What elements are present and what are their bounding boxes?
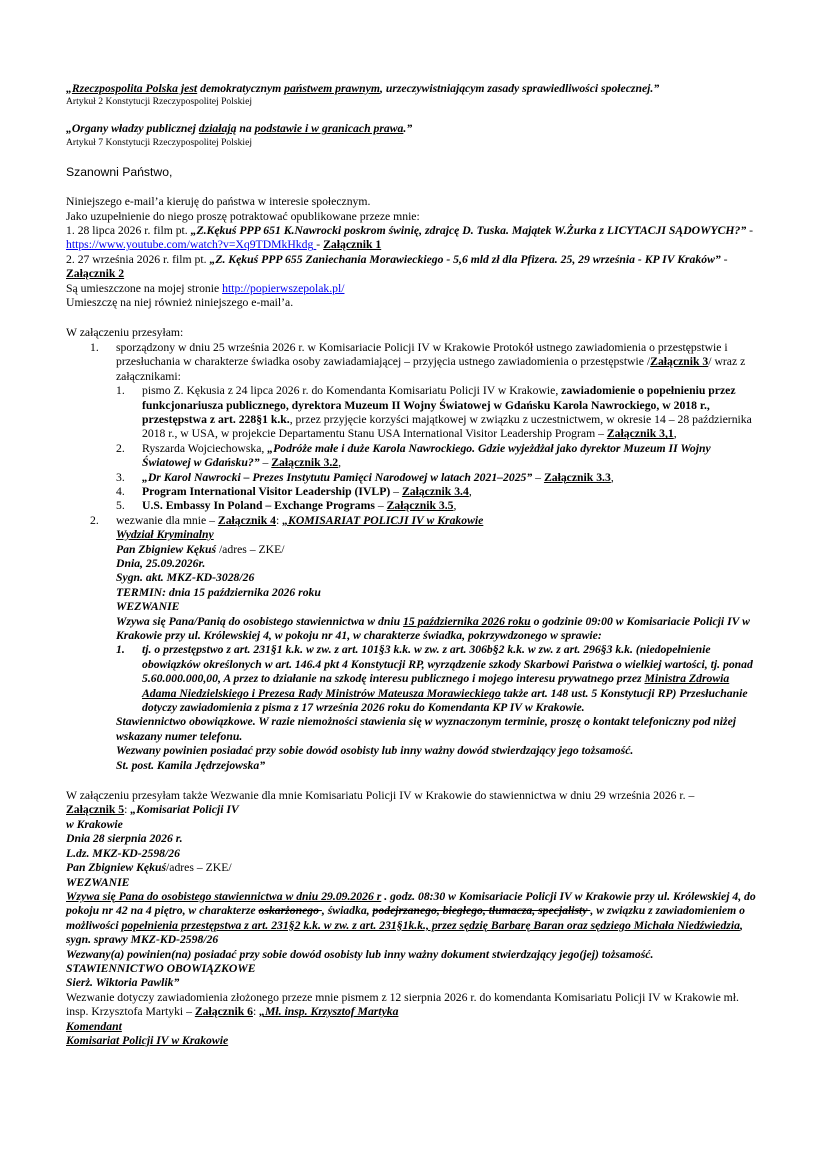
quote-text: , urzeczywistniającym zasady sprawiedliwości społecznej.” (379, 82, 660, 95)
website-link[interactable]: http://popierwszepolak.pl/ (222, 281, 345, 295)
intro-line: Jako uzupełnienie do niego proszę potraktować opublikowane przeze mnie: (66, 209, 420, 223)
list-item: 3. „Dr Karol Nawrocki – Prezes Instytutu Pamięci Narodowej w latach 2021–2025” – Załącznik 3.3, (116, 470, 614, 484)
intro-line: Niniejszego e-mail’a kieruję do państwa w interesie społecznym. (66, 195, 371, 209)
list-item: 1. sporządzony w dniu 25 września 2026 r. w Komisariacie Policji IV w Krakowie Protokół ustnego zawiadomienia o przestępstwie i przesłuchania w charakterze świadka osoby zawiadamiającej – przyjęcia ustnego zawiadomienia o przestępstwie /Załącznik 3/ wraz z załącznikami: (90, 340, 746, 383)
quote-text-underlined: podstawie i w granicach prawa (254, 122, 404, 136)
list-item: 1. pismo Z. Kękusia z 24 lipca 2026 r. do Komendanta Komisariatu Policji IV w Krakowie, zawiadomienie o popełnieniu przez funkcjonariusza publicznego, dyrektora Muzeum II Wojny Światowej w Gdańsku Karola Nawrockiego, w 2018 r., przestępstwa z art. 228§1 k.k., przez przyjęcie korzyści majątkowej w związku z uczestnictwem, w okresie 14 – 28 października 2018 r., w USA, w projekcie Departamentu Stanu USA International Visitor Leadership Program – Załącznik 3,1, (116, 384, 752, 441)
third-text: Wezwanie dotyczy zawiadomienia złożonego przeze mnie pismem z 12 sierpnia 2026 r. do komendanta Komisariatu Policji IV w Krakowie mł. insp. Krzysztofa Martyki – Załącznik 6: „Mł. insp. Krzysztof Martyka (66, 990, 739, 1019)
site-note: Umieszczę na niej również niniejszego e-mail’a. (66, 296, 294, 310)
quote-text-underlined: państwem prawnym (284, 82, 380, 95)
attachment-ref: Załącznik 6 (194, 1005, 253, 1019)
summons-quote: Wydział Kryminalny Pan Zbigniew Kękuś /adres – ZKE/ Dnia, 25.09.2026r. Sygn. akt. MKZ-KD-3028/26 TERMIN: dnia 15 października 2026 roku WEZWANIE Wzywa się Pana/Panią do osobistego stawiennictwa w dniu 15 października 2026 roku o godzinie 09:00 w Komisariacie Policji IV w Krakowie przy ul. Królewskiej 4, w pokoju nr 41, w charakterze świadka, pokrzywdzonego w sprawie: (116, 528, 750, 642)
quote-art2 (66, 82, 762, 96)
list-item: 4. Program International Visitor Leadership (IVLP) – Załącznik 3.4, (116, 484, 472, 498)
quote-text: „Organy władzy publicznej (66, 122, 199, 136)
document-page: „Rzeczpospolita Polska jest demokratycznym państwem prawnym, urzeczywistniającym zasady sprawiedliwości społecznej.” Artykuł 2 Konstytucji Rzeczypospolitej Polskiej „Organy władzy publicznej działają na podstawie i w granicach prawa.” Artykuł 7 Konstytucji Rzeczypospolitej Polskiej Szanowni Państwo, Niniejszego e-mail’a kieruję do państwa w interesie społecznym. Jako uzupełnienie do niego proszę potraktować opublikowane przeze mnie: 1. 28 lipca 2026 r. film pt. „Z.Kękuś PPP 651 K.Nawrocki poskrom świnię, zdrajcę D. Tuska. Majątek W.Żurka z LICYTACJI SĄDOWYCH?” - https://www.youtube.com/watch?v=Xq9TDMkHkdg - Załącznik 1 2. 27 września 2026 r. film pt. „Z. Kękuś PPP 655 Zaniechania Morawieckiego - 5,6 mld zł dla Pfizera. 25, 29 września - KP IV Kraków” - Załącznik 2 Są umieszczone na mojej stronie http://popierwszepolak.pl/ Umieszczę na niej również niniejszego e-mail’a. W załączeniu przesyłam: 1. sporządzony w dniu 25 września 2026 r. w Komisariacie Policji IV w Krakowie Protokół ustnego zawiadomienia o przestępstwie i przesłuchania w charakterze świadka osoby zawiadamiającej – przyjęcia ustnego zawiadomienia o przestępstwie /Załącznik 3/ wraz z załącznikami: 1. pismo Z. Kękusia z 24 lipca 2026 r. do Komendanta Komisariatu Policji IV w Krakowie, zawiadomienie o popełnieniu przez funkcjonariusza publicznego, dyrektora Muzeum II Wojny Światowej w Gdańsku Karola Nawrockiego, w 2018 r., przestępstwa z art. 228§1 k.k., przez przyjęcie korzyści majątkowej w związku z uczestnictwem, w okresie 14 – 28 października 2018 r., w USA, w projekcie Departamentu Stanu USA International Visitor Leadership Program – Załącznik 3,1, 2. Ryszarda Wojciechowska, „Podróże małe i duże Karola Nawrockiego. Gdzie wyjeżdżał jako dyrektor Muzeum II Wojny Światowej w Gdańsku?” – Załącznik 3.2, 3. „Dr Karol Nawrocki – Prezes Instytutu Pamięci Narodowej w latach 2021–2025” – Załącznik 3.3, 4. Program International Visitor Leadership (IVLP) – Załącznik 3.4, 5. U.S. Embassy In Poland – Exchange Programs – Załącznik 3.5, 2. wezwanie dla mnie – Załącznik 4: „KOMISARIAT POLICJI IV w Krakowie Wydział Kryminalny Pan Zbigniew Kękuś /adres – ZKE/ Dnia, 25.09.2026r. Sygn. akt. MKZ-KD-3028/26 TERMIN: dnia 15 października 2026 roku WEZWANIE Wzywa się Pana/Panią do osobistego stawiennictwa w dniu 15 października 2026 roku o godzinie 09:00 w Komisariacie Policji IV w Krakowie przy ul. Królewskiej 4, w pokoju nr 41, w charakterze świadka, pokrzywdzonego w sprawie: 1. tj. o przestępstwo z art. 231§1 k.k. w zw. z art. 101§3 k.k. w zw. z art. 306b§2 k.k. w zw. z art. 296§3 k.k. (niedopełnienie obowiązków określonych w art. 146.4 pkt 4 Konstytucji RP, wyrządzenie szkody Skarbowi Państwa o wielkiej wartości, tj. ponad 5.60.000.000,00, A przez to działanie na szkodę interesu publicznego i mojego interesu prywatnego przez Ministra Zdrowia Adama Niedzielskiego i Prezesa Rady Ministrów Mateusza Morawieckiego także art. 148 ust. 5 Konstytucji RP) Przesłuchanie dotyczy zawiadomienia z pisma z 17 września 2026 roku do Komendanta KP IV w Krakowie. Stawiennictwo obowiązkowe. W razie niemożności stawienia się w wyznaczonym terminie, proszę o kontakt telefoniczny pod niżej wskazany numer telefonu. Wezwany powinien posiadać przy sobie dowód osobisty lub inny ważny dowód stwierdzający jego tożsamość. St. post. Kamila Jędrzejowska” W załączeniu przesyłam także Wezwanie dla mnie Komisariatu Policji IV w Krakowie do stawiennictwa w dniu 29 września 2026 r. – Załącznik 5: „Komisariat Policji IV w Krakowie Dnia 28 sierpnia 2026 r. L.dz. MKZ-KD-2598/26 Pan Zbigniew Kękuś/adres – ZKE/ WEZWANIE Wzywa się Pana do osobistego stawiennictwa w dniu 29.09.2026 r . godz. 08:30 w Komisariacie Policji IV w Krakowie przy ul. Królewskiej 4, do pokoju nr 42 na 4 piętro, w charakterze oskarżonego , świadka, podejrzanego, biegłego, tłumacza, specjalisty , w związku z zawiadomieniem o możliwości popełnienia przestępstwa z art. 231§2 k.k. w zw. z art. 231§1k.k., przez sędzię Barbarę Baran oraz sędziego Michała Niedźwiedzia, sygn. sprawy MKZ-KD-2598/26 Wezwany(a) powinien(na) posiadać przy sobie dowód osobisty lub inny ważny dokument stwierdzający jego(jej) tożsamość. STAWIENNICTWO OBOWIĄZKOWE Sierż. Wiktoria Pawlik” Wezwanie dotyczy zawiadomienia złożonego przeze mnie pismem z 12 sierpnia 2026 r. do komendanta Komisariatu Policji IV w Krakowie mł. insp. Krzysztofa Martyki – Załącznik 6: „Mł. insp. Krzysztof Martyka Komendant Komisariat Policji IV w Krakowie (66, 82, 762, 1048)
greeting: Szanowni Państwo, (66, 164, 173, 179)
attachment-ref: Załącznik 5 (66, 803, 125, 817)
quote-text: na (236, 122, 255, 136)
film-title: „Z.Kękuś PPP 651 K.Nawrocki poskrom świnię, zdrajcę D. Tuska. Majątek W.Żurka z LICYTACJI SĄDOWYCH?” (190, 224, 747, 238)
list-item: 1. tj. o przestępstwo z art. 231§1 k.k. w zw. z art. 101§3 k.k. w zw. z art. 306b§2 k.k. w zw. z art. 296§3 k.k. (niedopełnienie obowiązków określonych w art. 146.4 pkt 4 Konstytucji RP, wyrządzenie szkody Skarbowi Państwa o wielkiej wartości, tj. ponad 5.60.000.000,00, A przez to działanie na szkodę interesu publicznego i mojego interesu prywatnego przez Ministra Zdrowia Adama Niedzielskiego i Prezesa Rady Ministrów Mateusza Morawieckiego także art. 148 ust. 5 Konstytucji RP) Przesłuchanie dotyczy zawiadomienia z pisma z 17 września 2026 roku do Komendanta KP IV w Krakowie. (116, 643, 753, 715)
quote-source: Artykuł 2 Konstytucji Rzeczypospolitej Polskiej (66, 96, 252, 108)
film-title: „Z. Kękuś PPP 655 Zaniechania Morawieckiego - 5,6 mld zł dla Pfizera. 25, 29 września - KP IV Kraków” (209, 252, 721, 266)
attachments-heading: W załączeniu przesyłam: (66, 326, 184, 340)
attachment-ref: Załącznik 3 (650, 355, 709, 369)
quote-text: demokratycznym (197, 82, 285, 95)
attachment-ref: Załącznik 3.3 (543, 470, 611, 484)
attachment-ref: Załącznik 2 (66, 267, 125, 281)
quote-text: .” (403, 122, 413, 136)
list-item: 5. U.S. Embassy In Poland – Exchange Programs – Załącznik 3.5, (116, 499, 457, 513)
attachment-ref: Załącznik 3.5 (386, 499, 454, 513)
attachment-ref: Załącznik 4 (217, 513, 277, 527)
quote-art7 (66, 122, 762, 136)
youtube-link[interactable]: https://www.youtube.com/watch?v=Xq9TDMkHkdg (66, 238, 317, 252)
quote-source: Artykuł 7 Konstytucji Rzeczypospolitej Polskiej (66, 136, 252, 148)
attachment-ref: Załącznik 3.4 (401, 484, 469, 498)
list-item: 2. Ryszarda Wojciechowska, „Podróże małe i duże Karola Nawrockiego. Gdzie wyjeżdżał jako dyrektor Muzeum II Wojny Światowej w Gdańsku?” – Załącznik 3.2, (116, 441, 711, 470)
attachment-ref: Załącznik 3.2 (271, 456, 339, 470)
site-line: Są umieszczone na mojej stronie http://popierwszepolak.pl/ (66, 281, 345, 295)
quote-text-underlined: Rzeczpospolita Polska jest (71, 82, 198, 95)
quote-open: „ (66, 82, 72, 95)
attachment-ref: Załącznik 1 (323, 238, 382, 252)
second-intro: W załączeniu przesyłam także Wezwanie dla mnie Komisariatu Policji IV w Krakowie do stawiennictwa w dniu 29 września 2026 r. – (66, 789, 695, 803)
film-1: 1. 28 lipca 2026 r. film pt. „Z.Kękuś PPP 651 K.Nawrocki poskrom świnię, zdrajcę D. Tuska. Majątek W.Żurka z LICYTACJI SĄDOWYCH?” - https://www.youtube.com/watch?v=Xq9TDMkHkdg - Załącznik 1 (66, 224, 754, 252)
summons-quote-2: Załącznik 5: „Komisariat Policji IV w Krakowie Dnia 28 sierpnia 2026 r. L.dz. MKZ-KD-2598/26 Pan Zbigniew Kękuś/adres – ZKE/ WEZWANIE Wzywa się Pana do osobistego stawiennictwa w dniu 29.09.2026 r . godz. 08:30 w Komisariacie Policji IV w Krakowie przy ul. Królewskiej 4, do pokoju nr 42 na 4 piętro, w charakterze oskarżonego , świadka, podejrzanego, biegłego, tłumacza, specjalisty , w związku z zawiadomieniem o możliwości popełnienia przestępstwa z art. 231§2 k.k. w zw. z art. 231§1k.k., przez sędzię Barbarę Baran oraz sędziego Michała Niedźwiedzia, sygn. sprawy MKZ-KD-2598/26 Wezwany(a) powinien(na) posiadać przy sobie dowód osobisty lub inny ważny dokument stwierdzający jego(jej) tożsamość. STAWIENNICTWO OBOWIĄZKOWE Sierż. Wiktoria Pawlik” (66, 803, 756, 990)
attachment-ref: Załącznik 3,1 (606, 427, 674, 441)
list-item: 2. wezwanie dla mnie – Załącznik 4: „KOMISARIAT POLICJI IV w Krakowie (90, 513, 484, 527)
film-2: 2. 27 września 2026 r. film pt. „Z. Kękuś PPP 655 Zaniechania Morawieckiego - 5,6 mld zł dla Pfizera. 25, 29 września - KP IV Kraków” - (66, 252, 728, 266)
quote-text-underlined: działają (198, 122, 237, 136)
